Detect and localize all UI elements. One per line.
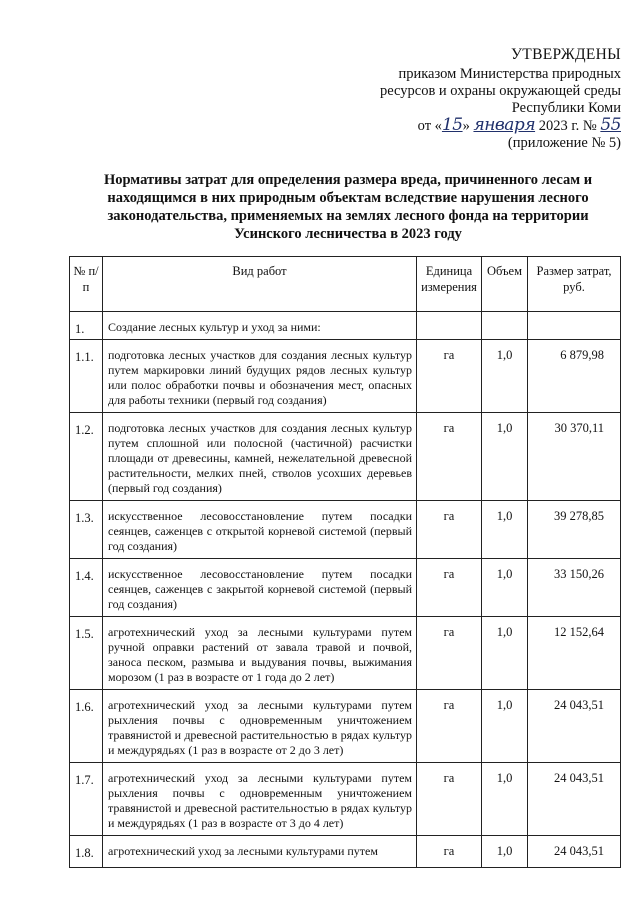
approval-title: УТВЕРЖДЕНЫ	[511, 46, 621, 63]
header-num: № п/п	[70, 257, 103, 312]
approval-block	[321, 46, 621, 152]
table-row	[70, 413, 621, 501]
norms-table	[69, 256, 621, 868]
row-num: 1.	[70, 312, 103, 340]
order-month: января	[473, 115, 536, 135]
header-work: Вид работ	[103, 257, 417, 312]
row-cost: 39 278,85	[528, 501, 621, 559]
row-num: 1.4.	[70, 559, 103, 617]
row-volume: 1,0	[482, 559, 528, 617]
order-day: 15	[441, 115, 463, 135]
header-volume: Объем	[482, 257, 528, 312]
table-header-row	[70, 257, 621, 312]
row-volume: 1,0	[482, 617, 528, 690]
row-num: 1.8.	[70, 836, 103, 868]
row-unit: га	[417, 617, 482, 690]
row-unit: га	[417, 413, 482, 501]
row-cost: 30 370,11	[528, 413, 621, 501]
order-from: от «	[417, 118, 442, 134]
table-row	[70, 559, 621, 617]
row-num: 1.6.	[70, 690, 103, 763]
row-num: 1.2.	[70, 413, 103, 501]
row-num: 1.5.	[70, 617, 103, 690]
row-work: искусственное лесовосстановление путем посадки сеянцев, саженцев с открытой корневой системой (первый год создания)	[103, 501, 417, 559]
row-cost	[528, 312, 621, 340]
table-row	[70, 836, 621, 868]
table-row	[70, 617, 621, 690]
row-cost: 33 150,26	[528, 559, 621, 617]
row-work: агротехнический уход за лесными культурами путем	[103, 836, 417, 868]
header-cost: Размер затрат, руб.	[528, 257, 621, 312]
row-volume: 1,0	[482, 836, 528, 868]
row-volume	[482, 312, 528, 340]
row-volume: 1,0	[482, 763, 528, 836]
row-volume: 1,0	[482, 413, 528, 501]
row-work: искусственное лесовосстановление путем посадки сеянцев, саженцев с закрытой корневой системой (первый год создания)	[103, 559, 417, 617]
row-unit: га	[417, 763, 482, 836]
row-cost: 6 879,98	[528, 340, 621, 413]
order-year: 2023 г. №	[538, 118, 597, 134]
row-volume: 1,0	[482, 690, 528, 763]
row-unit: га	[417, 836, 482, 868]
row-work: подготовка лесных участков для создания лесных культур путем маркировки линий будущих рядов лесных культур или полос обработки почвы и обозначения мест, опасных для работы техники (первый год создания)	[103, 340, 417, 413]
row-unit: га	[417, 501, 482, 559]
row-num: 1.3.	[70, 501, 103, 559]
approval-line-2: ресурсов и охраны окружающей среды	[379, 83, 621, 99]
header-unit: Единица измерения	[417, 257, 482, 312]
table-row	[70, 690, 621, 763]
row-cost: 24 043,51	[528, 763, 621, 836]
row-num: 1.1.	[70, 340, 103, 413]
order-number: 55	[600, 115, 621, 135]
table-row	[70, 340, 621, 413]
row-work: Создание лесных культур и уход за ними:	[103, 312, 417, 340]
row-volume: 1,0	[482, 340, 528, 413]
table-row	[70, 763, 621, 836]
document-title: Нормативы затрат для определения размера вреда, причиненного лесам и находящимся в них природным объектам вследствие нарушения лесного законодательства, применяемых на землях лесного фонда на территории Усинского лесничества в 2023 году	[103, 172, 593, 242]
row-volume: 1,0	[482, 501, 528, 559]
row-cost: 24 043,51	[528, 836, 621, 868]
order-line	[321, 117, 621, 135]
approval-line-1: приказом Министерства природных	[398, 66, 621, 82]
row-work: агротехнический уход за лесными культурами путем рыхления почвы с одновременным уничтожением травянистой и древесной растительностью в рядах культур и междурядьях (1 раз в возрасте от 3 до 4 лет)	[103, 763, 417, 836]
table-row	[70, 312, 621, 340]
appendix-label: (приложение № 5)	[507, 135, 621, 151]
row-work: агротехнический уход за лесными культурами путем рыхления почвы с одновременным уничтожением травянистой и древесной растительностью в рядах культур и междурядьях (1 раз в возрасте от 2 до 3 лет)	[103, 690, 417, 763]
order-quote-close: »	[462, 118, 470, 134]
row-cost: 24 043,51	[528, 690, 621, 763]
row-work: агротехнический уход за лесными культурами путем ручной оправки растений от завала травой и почвой, заноса песком, размыва и выдувания почвы, выжимания морозом (1 раз в возрасте от 1 года до 2 лет)	[103, 617, 417, 690]
row-num: 1.7.	[70, 763, 103, 836]
row-unit: га	[417, 340, 482, 413]
table-row	[70, 501, 621, 559]
row-unit	[417, 312, 482, 340]
row-unit: га	[417, 690, 482, 763]
approval-line-3: Республики Коми	[511, 100, 621, 116]
row-work: подготовка лесных участков для создания лесных культур путем сплошной или полосной (частичной) расчистки площади от древесины, камней, нежелательной древесной растительности, мелких пней, стволов усохших деревьев (первый год создания)	[103, 413, 417, 501]
row-unit: га	[417, 559, 482, 617]
row-cost: 12 152,64	[528, 617, 621, 690]
